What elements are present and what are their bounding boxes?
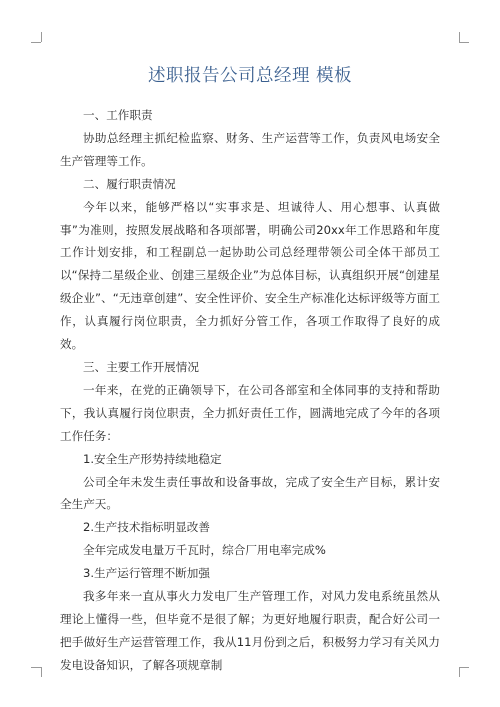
crop-mark-top-left-v [41,32,42,42]
paragraph: 公司全年未发生责任事故和设备事故，完成了安全生产目标，累计安全生产天。 [60,474,440,512]
crop-mark-top-right-v [459,32,460,42]
document-body [60,104,440,677]
crop-mark-bottom-right-v [459,667,460,677]
paragraph: 一年来，在党的正确领导下，在公司各部室和全体同事的支持和帮助下，我认真履行岗位职责，全力抓好责任工作，圆满地完成了今年的各项工作任务： [60,382,440,443]
paragraph: 全年完成发电量万千瓦时，综合厂用电率完成% [83,543,326,558]
subsection-heading: 3.生产运行管理不断加强 [83,566,210,581]
crop-mark-top-left-h [31,42,41,43]
crop-mark-bottom-right-h [459,667,469,668]
subsection-heading: 2.生产技术指标明显改善 [83,520,210,535]
section-heading: 三、主要工作开展情况 [83,359,199,374]
section-heading: 二、履行职责情况 [83,176,176,191]
crop-mark-bottom-left-v [41,667,42,677]
crop-mark-bottom-left-h [31,667,41,668]
paragraph: 我多年来一直从事火力发电厂生产管理工作，对风力发电系统虽然从理论上懂得一些，但毕竟不是很了解；为更好地履行职责，配合好公司一把手做好生产运营管理工作，我从11月份到之后，积极努力学习有关风力发电设备知识，了解各项规章制 [60,589,440,672]
paragraph: 协助总经理主抓纪检监察、财务、生产运营等工作，负责风电场安全生产管理等工作。 [60,130,440,168]
section-heading: 一、工作职责 [83,108,153,122]
subsection-heading: 1.安全生产形势持续地稳定 [83,451,222,466]
paragraph: 今年以来，能够严格以“实事求是、坦诚待人、用心想事、认真做事”为准则，按照发展战略和各项部署，明确公司20xx年工作思路和年度工作计划安排，和工程副总一起协助公司总经理带领公司全体干部员工以“保持二星级企业、创建三星级企业”为总体目标，认真组织开展“创建星级企业”、“无违章创建”、安全性评价、安全生产标准化达标评级等方面工作，认真履行岗位职责，全力抓好分管工作，各项工作取得了良好的成效。 [60,199,440,352]
crop-mark-top-right-h [459,42,469,43]
document-title: 述职报告公司总经理 模板 [147,66,353,86]
